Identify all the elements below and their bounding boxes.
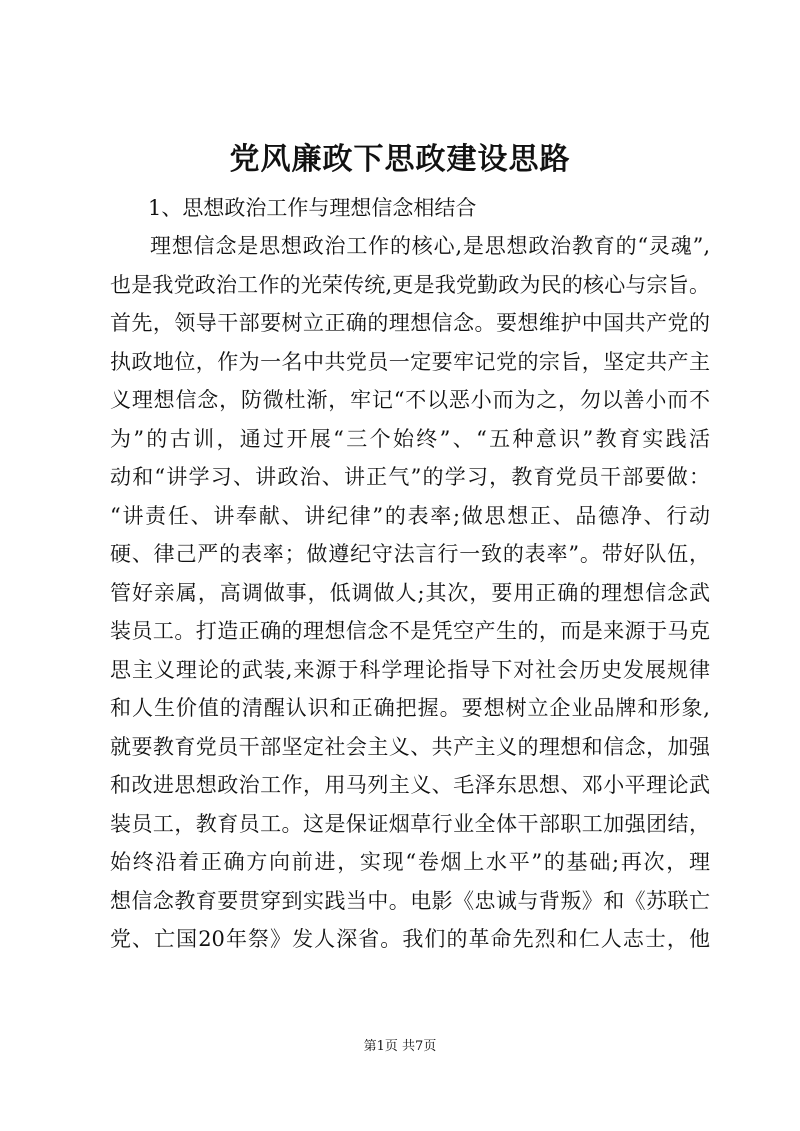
paragraph-line: 党、亡国20年祭》发人深省。我们的革命先烈和仁人志士，他 [110, 927, 710, 951]
paragraph-line: 义理想信念，防微杜渐，牢记“不以恶小而为之，勿以善小而不 [110, 388, 710, 412]
paragraph-line: 也是我党政治工作的光荣传统,更是我党勤政为民的核心与宗旨。 [110, 272, 710, 297]
page-footer: 第1页 共7页 [363, 1039, 437, 1054]
paragraph-line: 始终沿着正确方向前进，实现“卷烟上水平”的基础;再次，理 [110, 850, 710, 874]
paragraph-line: 首先，领导干部要树立正确的理想信念。要想维护中国共产党的 [110, 311, 710, 335]
paragraph-line: 和人生价值的清醒认识和正确把握。要想树立企业品牌和形象, [110, 696, 710, 720]
paragraph-line: “讲责任、讲奉献、讲纪律”的表率;做思想正、品德净、行动 [110, 503, 710, 528]
paragraph-line: 为”的古训，通过开展“三个始终”、“五种意识”教育实践活 [110, 426, 710, 451]
paragraph-line: 动和“讲学习、讲政治、讲正气”的学习，教育党员干部要做： [110, 465, 710, 489]
document-title: 党风廉政下思政建设思路 [229, 142, 571, 177]
paragraph-line: 想信念教育要贯穿到实践当中。电影《忠诚与背叛》和《苏联亡 [110, 888, 710, 913]
paragraph-line: 思主义理论的武装,来源于科学理论指导下对社会历史发展规律 [110, 657, 710, 682]
paragraph-line: 理想信念是思想政治工作的核心,是思想政治教育的“灵魂”, [150, 234, 710, 258]
paragraph-line: 管好亲属，高调做事，低调做人;其次，要用正确的理想信念武 [110, 580, 710, 605]
paragraph-line: 装员工，教育员工。这是保证烟草行业全体干部职工加强团结， [110, 811, 710, 836]
body-paragraph [110, 227, 710, 959]
section-heading: 1、思想政治工作与理想信念相结合 [148, 196, 477, 220]
paragraph-line: 硬、律己严的表率；做遵纪守法言行一致的表率”。带好队伍， [110, 542, 710, 566]
paragraph-line: 执政地位，作为一名中共党员一定要牢记党的宗旨，坚定共产主 [110, 349, 710, 374]
paragraph-line: 装员工。打造正确的理想信念不是凭空产生的，而是来源于马克 [110, 619, 710, 643]
paragraph-line: 和改进思想政治工作，用马列主义、毛泽东思想、邓小平理论武 [110, 773, 710, 797]
paragraph-line: 就要教育党员干部坚定社会主义、共产主义的理想和信念，加强 [110, 734, 710, 759]
